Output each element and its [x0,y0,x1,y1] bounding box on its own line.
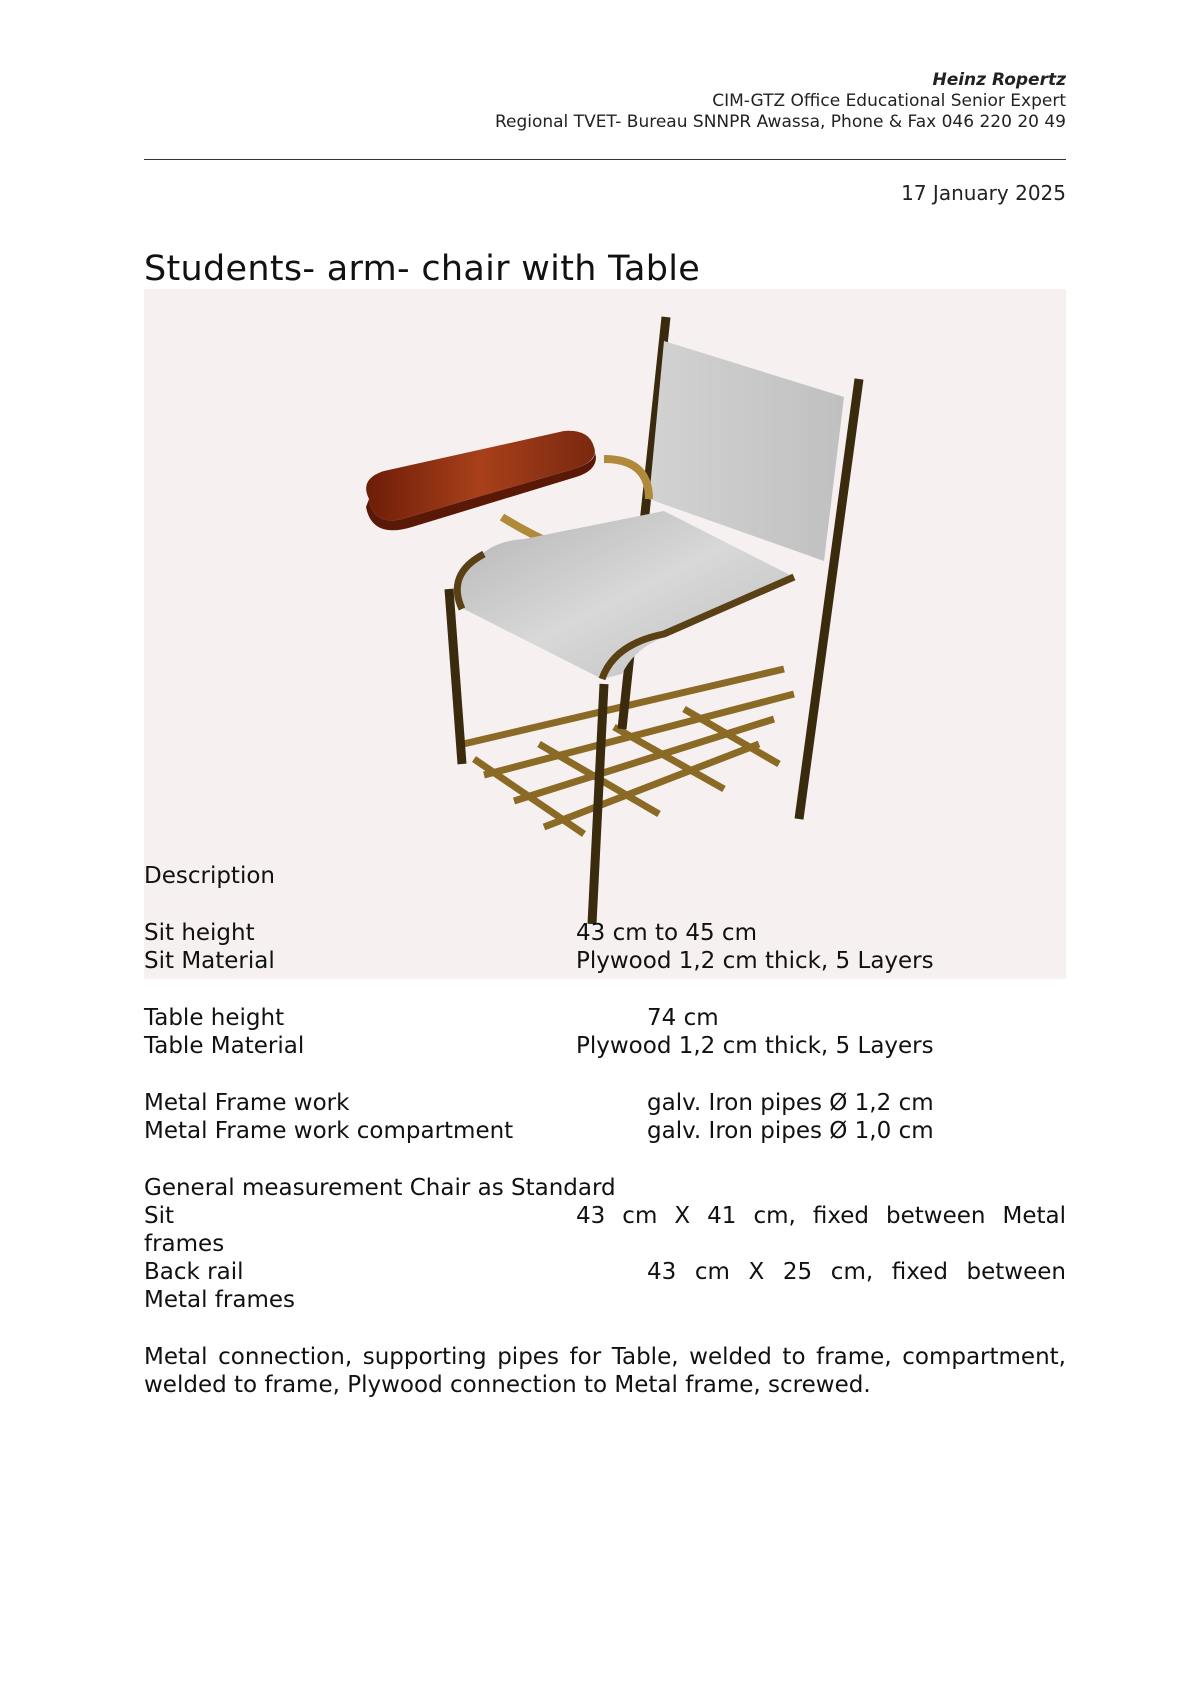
author-position: CIM-GTZ Office Educational Senior Expert [712,91,1066,111]
spec-label: Sit [144,1203,175,1229]
spec-label: Sit Material [144,948,275,974]
spec-label: Table Material [144,1033,305,1059]
letterhead [495,70,1066,133]
spec-value: 43 cm X 41 cm, fixed between Metal [576,1203,1066,1229]
spec-row-frame [144,1089,1066,1117]
specification-text [144,862,1066,1399]
header-divider [144,159,1066,160]
spec-value-continued: Metal frames [144,1287,295,1313]
general-row-back-rail [144,1258,1066,1286]
closing-paragraph: Metal connection, supporting pipes for Table, welded to frame, compartment, welded to frame, Plywood connection to Metal frame, screwed. [144,1344,1066,1398]
author-name: Heinz Ropertz [932,70,1066,90]
spec-label: Sit height [144,920,255,946]
spec-row-table-material [144,1032,1066,1060]
general-heading: General measurement Chair as Standard [144,1175,616,1201]
spec-label: Table height [144,1005,285,1031]
spec-value: 43 cm to 45 cm [576,920,757,946]
document-title: Students- arm- chair with Table [144,249,701,289]
spec-label: Metal Frame work [144,1090,350,1116]
spec-row-sit-material [144,947,1066,975]
front-left-leg [449,589,462,764]
seat [459,511,794,679]
spec-value-continued: frames [144,1231,225,1257]
document-date: 17 January 2025 [901,181,1066,205]
spec-value: Plywood 1,2 cm thick, 5 Layers [576,1033,934,1059]
description-heading: Description [144,863,275,889]
spec-row-table-height [144,1004,1066,1032]
author-office: Regional TVET- Bureau SNNPR Awassa, Phone & Fax 046 220 20 49 [494,112,1066,132]
spec-label: Metal Frame work compartment [144,1118,514,1144]
spec-row-frame-compartment [144,1117,1066,1145]
spec-value: Plywood 1,2 cm thick, 5 Layers [576,948,934,974]
spec-row-sit-height [144,919,1066,947]
spec-value: galv. Iron pipes Ø 1,0 cm [647,1118,934,1144]
spec-value: 43 cm X 25 cm, fixed between [647,1259,1066,1285]
spec-label: Back rail [144,1259,244,1285]
spec-value: galv. Iron pipes Ø 1,2 cm [647,1090,934,1116]
table-top [366,431,596,530]
spec-value: 74 cm [647,1005,719,1031]
general-row-sit [144,1202,1066,1230]
